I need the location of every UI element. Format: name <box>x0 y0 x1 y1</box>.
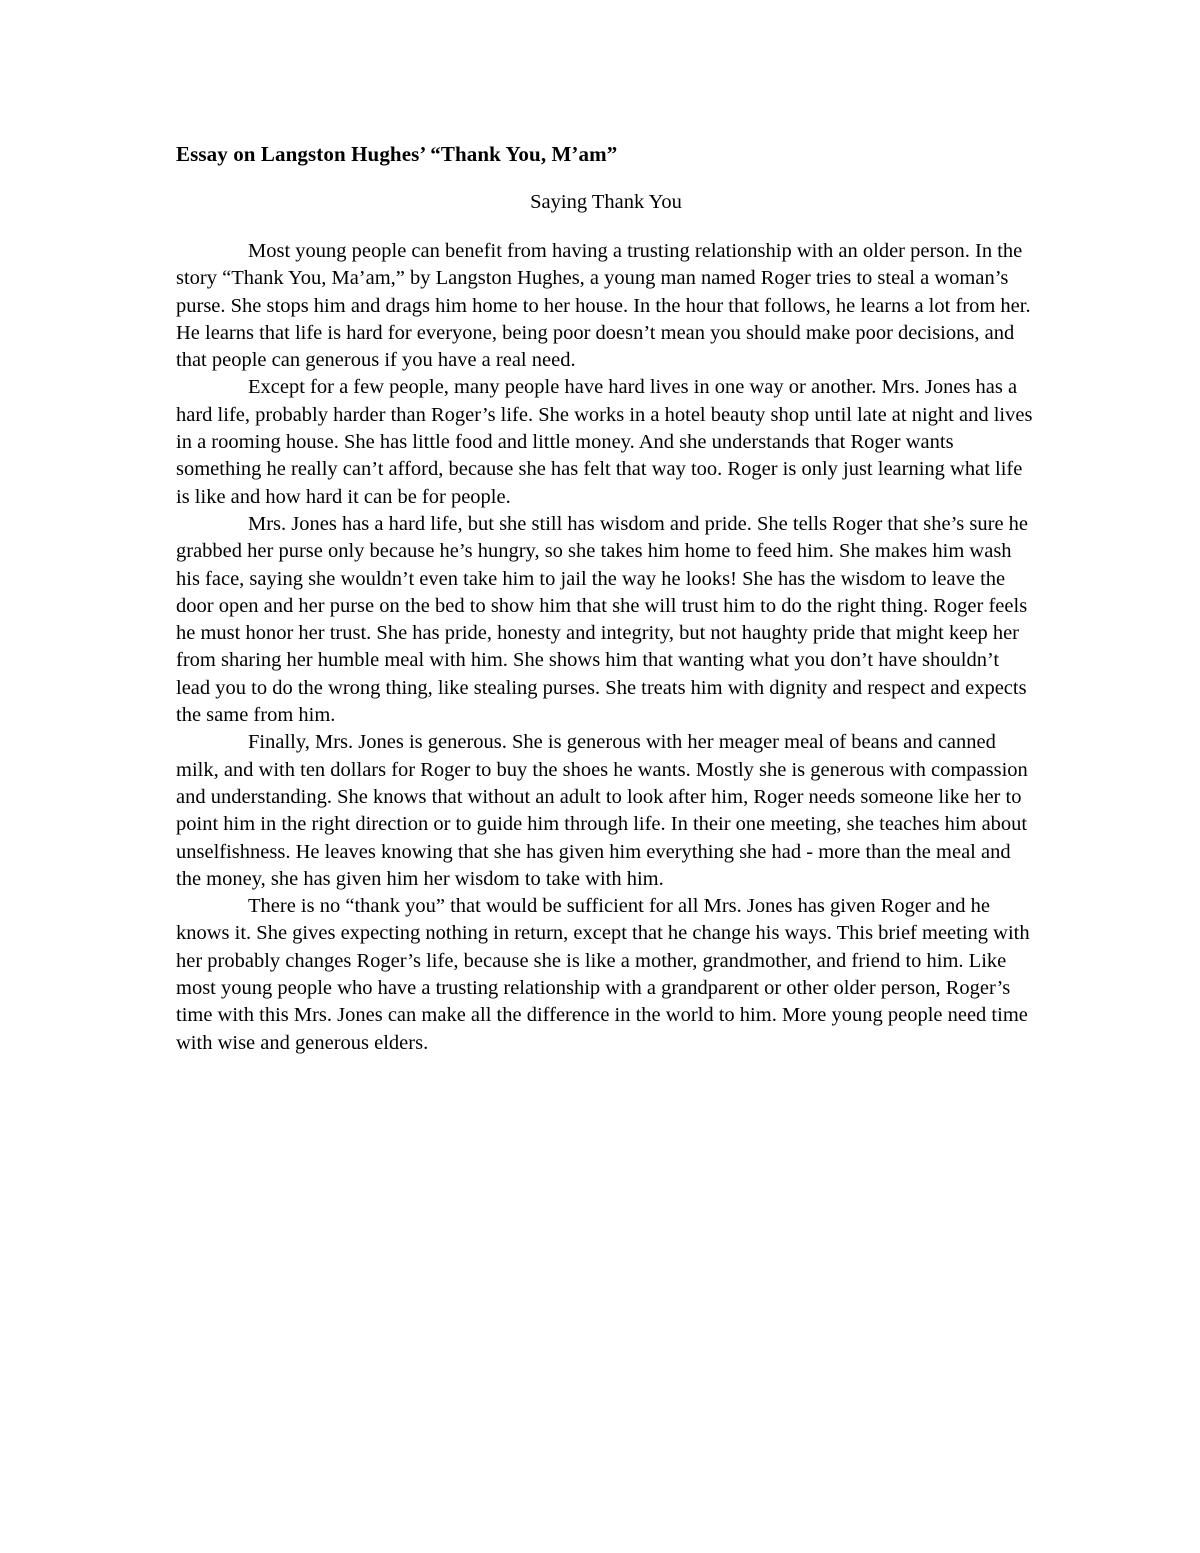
essay-paragraph: Except for a few people, many people have hard lives in one way or another. Mrs. Jones has a hard life, probably harder than Roger’s life. She works in a hotel beauty shop until late at night and lives in a rooming house. She has little food and little money. And she understands that Roger wants something he really can’t afford, because she has felt that way too. Roger is only just learning what life is like and how hard it can be for people. <box>176 376 1033 508</box>
essay-paragraph: Finally, Mrs. Jones is generous. She is generous with her meager meal of beans and canned milk, and with ten dollars for Roger to buy the shoes he wants. Mostly she is generous with compassion and understanding. She knows that without an adult to look after him, Roger needs someone like her to point him in the right direction or to guide him through life. In their one meeting, she teaches him about unselfishness. He leaves knowing that she has given him everything she had - more than the meal and the money, she has given him her wisdom to take with him. <box>176 731 1028 890</box>
essay-title: Essay on Langston Hughes’ “Thank You, M’am” <box>176 142 618 166</box>
document-body <box>176 140 1036 1057</box>
essay-paragraph: There is no “thank you” that would be sufficient for all Mrs. Jones has given Roger and he knows it. She gives expecting nothing in return, except that he change his ways. This brief meeting with her probably changes Roger’s life, because she is like a mother, grandmother, and friend to him. Like most young people who have a trusting relationship with a grandparent or other older person, Roger’s time with this Mrs. Jones can make all the difference in the world to him. More young people need time with wise and generous elders. <box>176 895 1030 1054</box>
essay-paragraph: Mrs. Jones has a hard life, but she still has wisdom and pride. She tells Roger that she’s sure he grabbed her purse only because he’s hungry, so she takes him home to feed him. She makes him wash his face, saying she wouldn’t even take him to jail the way he looks! She has the wisdom to leave the door open and her purse on the bed to show him that she will trust him to do the right thing. Roger feels he must honor her trust. She has pride, honesty and integrity, but not haughty pride that might keep her from sharing her humble meal with him. She shows him that wanting what you don’t have shouldn’t lead you to do the wrong thing, like stealing purses. She treats him with dignity and respect and expects the same from him. <box>176 512 1029 727</box>
essay-paragraph: Most young people can benefit from having a trusting relationship with an older person. In the story “Thank You, Ma’am,” by Langston Hughes, a young man named Roger tries to steal a woman’s purse. She stops him and drags him home to her house. In the hour that follows, he learns a lot from her. He learns that life is hard for everyone, being poor doesn’t mean you should make poor decisions, and that people can generous if you have a real need. <box>176 240 1031 372</box>
essay-subtitle: Saying Thank You <box>530 191 682 213</box>
